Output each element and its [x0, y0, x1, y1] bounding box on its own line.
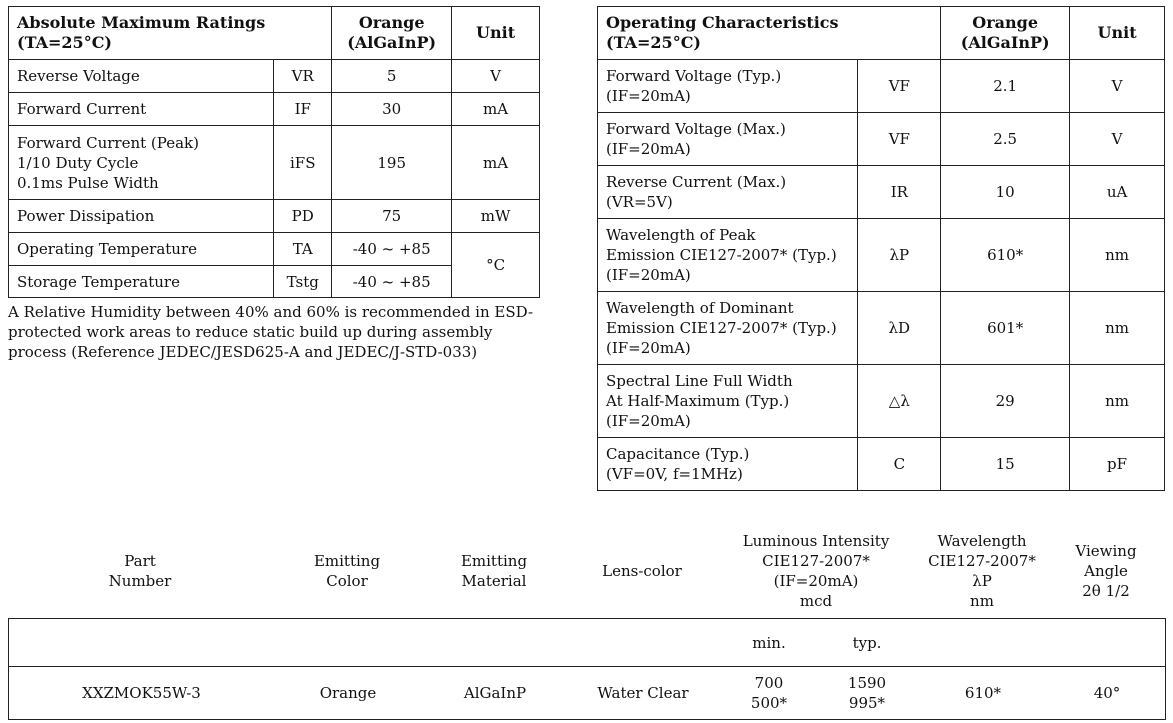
unit: °C	[452, 233, 540, 298]
table-row	[598, 438, 1165, 491]
symbol: IF	[274, 93, 332, 126]
abs-table-title: Absolute Maximum Ratings (TA=25°C)	[9, 7, 332, 60]
value: 10	[941, 166, 1070, 219]
humidity-note: A Relative Humidity between 40% and 60% is recommended in ESD-protected work areas to reduce static build up during assembly process (Reference JEDEC/JESD625-A and JEDEC/J-STD-033)	[8, 303, 534, 361]
unit: nm	[1070, 292, 1165, 365]
param-label: Forward Voltage (Max.) (IF=20mA)	[598, 113, 858, 166]
table-row	[9, 233, 540, 266]
table-row	[9, 126, 540, 200]
op-col-unit: Unit	[1070, 7, 1165, 60]
table-row	[9, 60, 540, 93]
value: 29	[941, 365, 1070, 438]
param-label: Wavelength of Dominant Emission CIE127-2007* (Typ.) (IF=20mA)	[598, 292, 858, 365]
param-label: Forward Current (Peak) 1/10 Duty Cycle 0.1ms Pulse Width	[9, 126, 274, 200]
table-row	[598, 166, 1165, 219]
unit: nm	[1070, 365, 1165, 438]
unit: mA	[452, 93, 540, 126]
luminous-min-value: 700 500*	[750, 674, 788, 712]
table-row	[598, 113, 1165, 166]
operating-characteristics-table	[597, 6, 1165, 491]
op-table-title: Operating Characteristics (TA=25°C)	[598, 7, 941, 60]
param-label: Reverse Voltage	[9, 60, 274, 93]
unit: V	[452, 60, 540, 93]
absolute-max-ratings-table	[8, 6, 540, 298]
param-label: Forward Voltage (Typ.) (IF=20mA)	[598, 60, 858, 113]
symbol: VF	[858, 113, 941, 166]
value: 610*	[941, 219, 1070, 292]
param-label: Power Dissipation	[9, 200, 274, 233]
value: 2.1	[941, 60, 1070, 113]
header-emitting-color: Emitting Color	[313, 552, 381, 590]
symbol: VR	[274, 60, 332, 93]
viewing-angle-value: 40°	[1093, 684, 1121, 702]
header-luminous-intensity: Luminous Intensity CIE127-2007* (IF=20mA) mcd	[742, 532, 890, 610]
value: 30	[332, 93, 452, 126]
table-row	[598, 292, 1165, 365]
param-label: Capacitance (Typ.) (VF=0V, f=1MHz)	[598, 438, 858, 491]
luminous-typ-value: 1590 995*	[847, 674, 887, 712]
emitting-color-value: Orange	[319, 684, 377, 702]
header-wavelength: Wavelength CIE127-2007* λP nm	[928, 532, 1036, 610]
table-row	[598, 60, 1165, 113]
param-label: Forward Current	[9, 93, 274, 126]
value: 5	[332, 60, 452, 93]
unit: mA	[452, 126, 540, 200]
part-number-value: XXZMOK55W-3	[82, 684, 201, 702]
symbol: IR	[858, 166, 941, 219]
value: 2.5	[941, 113, 1070, 166]
unit: mW	[452, 200, 540, 233]
abs-col-unit: Unit	[452, 7, 540, 60]
symbol: λP	[858, 219, 941, 292]
unit: pF	[1070, 438, 1165, 491]
param-label: Operating Temperature	[9, 233, 274, 266]
param-label: Wavelength of Peak Emission CIE127-2007* (Typ.) (IF=20mA)	[598, 219, 858, 292]
unit: uA	[1070, 166, 1165, 219]
symbol: VF	[858, 60, 941, 113]
wavelength-value: 610*	[964, 684, 1002, 702]
part-table-body	[8, 618, 1166, 720]
header-viewing-angle: Viewing Angle 2θ 1/2	[1075, 542, 1137, 600]
lens-color-value: Water Clear	[597, 684, 689, 702]
value: 15	[941, 438, 1070, 491]
value: -40 ~ +85	[332, 266, 452, 298]
value: 601*	[941, 292, 1070, 365]
param-label: Storage Temperature	[9, 266, 274, 298]
param-label: Reverse Current (Max.) (VR=5V)	[598, 166, 858, 219]
unit: V	[1070, 113, 1165, 166]
param-label: Spectral Line Full Width At Half-Maximum (Typ.) (IF=20mA)	[598, 365, 858, 438]
symbol: Tstg	[274, 266, 332, 298]
abs-col-orange: Orange (AlGaInP)	[332, 7, 452, 60]
op-col-orange: Orange (AlGaInP)	[941, 7, 1070, 60]
sub-header-min: min.	[752, 634, 786, 652]
unit: V	[1070, 60, 1165, 113]
symbol: TA	[274, 233, 332, 266]
sub-header-typ: typ.	[852, 634, 882, 652]
symbol: PD	[274, 200, 332, 233]
header-part-number: Part Number	[108, 552, 172, 590]
header-emitting-material: Emitting Material	[460, 552, 528, 590]
divider	[9, 666, 1165, 667]
value: -40 ~ +85	[332, 233, 452, 266]
emitting-material-value: AlGaInP	[463, 684, 527, 702]
symbol: C	[858, 438, 941, 491]
table-row	[598, 365, 1165, 438]
table-row	[9, 93, 540, 126]
value: 195	[332, 126, 452, 200]
table-row	[9, 200, 540, 233]
symbol: △λ	[858, 365, 941, 438]
symbol: λD	[858, 292, 941, 365]
unit: nm	[1070, 219, 1165, 292]
symbol: iFS	[274, 126, 332, 200]
header-lens-color: Lens-color	[602, 562, 682, 580]
table-row	[598, 219, 1165, 292]
value: 75	[332, 200, 452, 233]
